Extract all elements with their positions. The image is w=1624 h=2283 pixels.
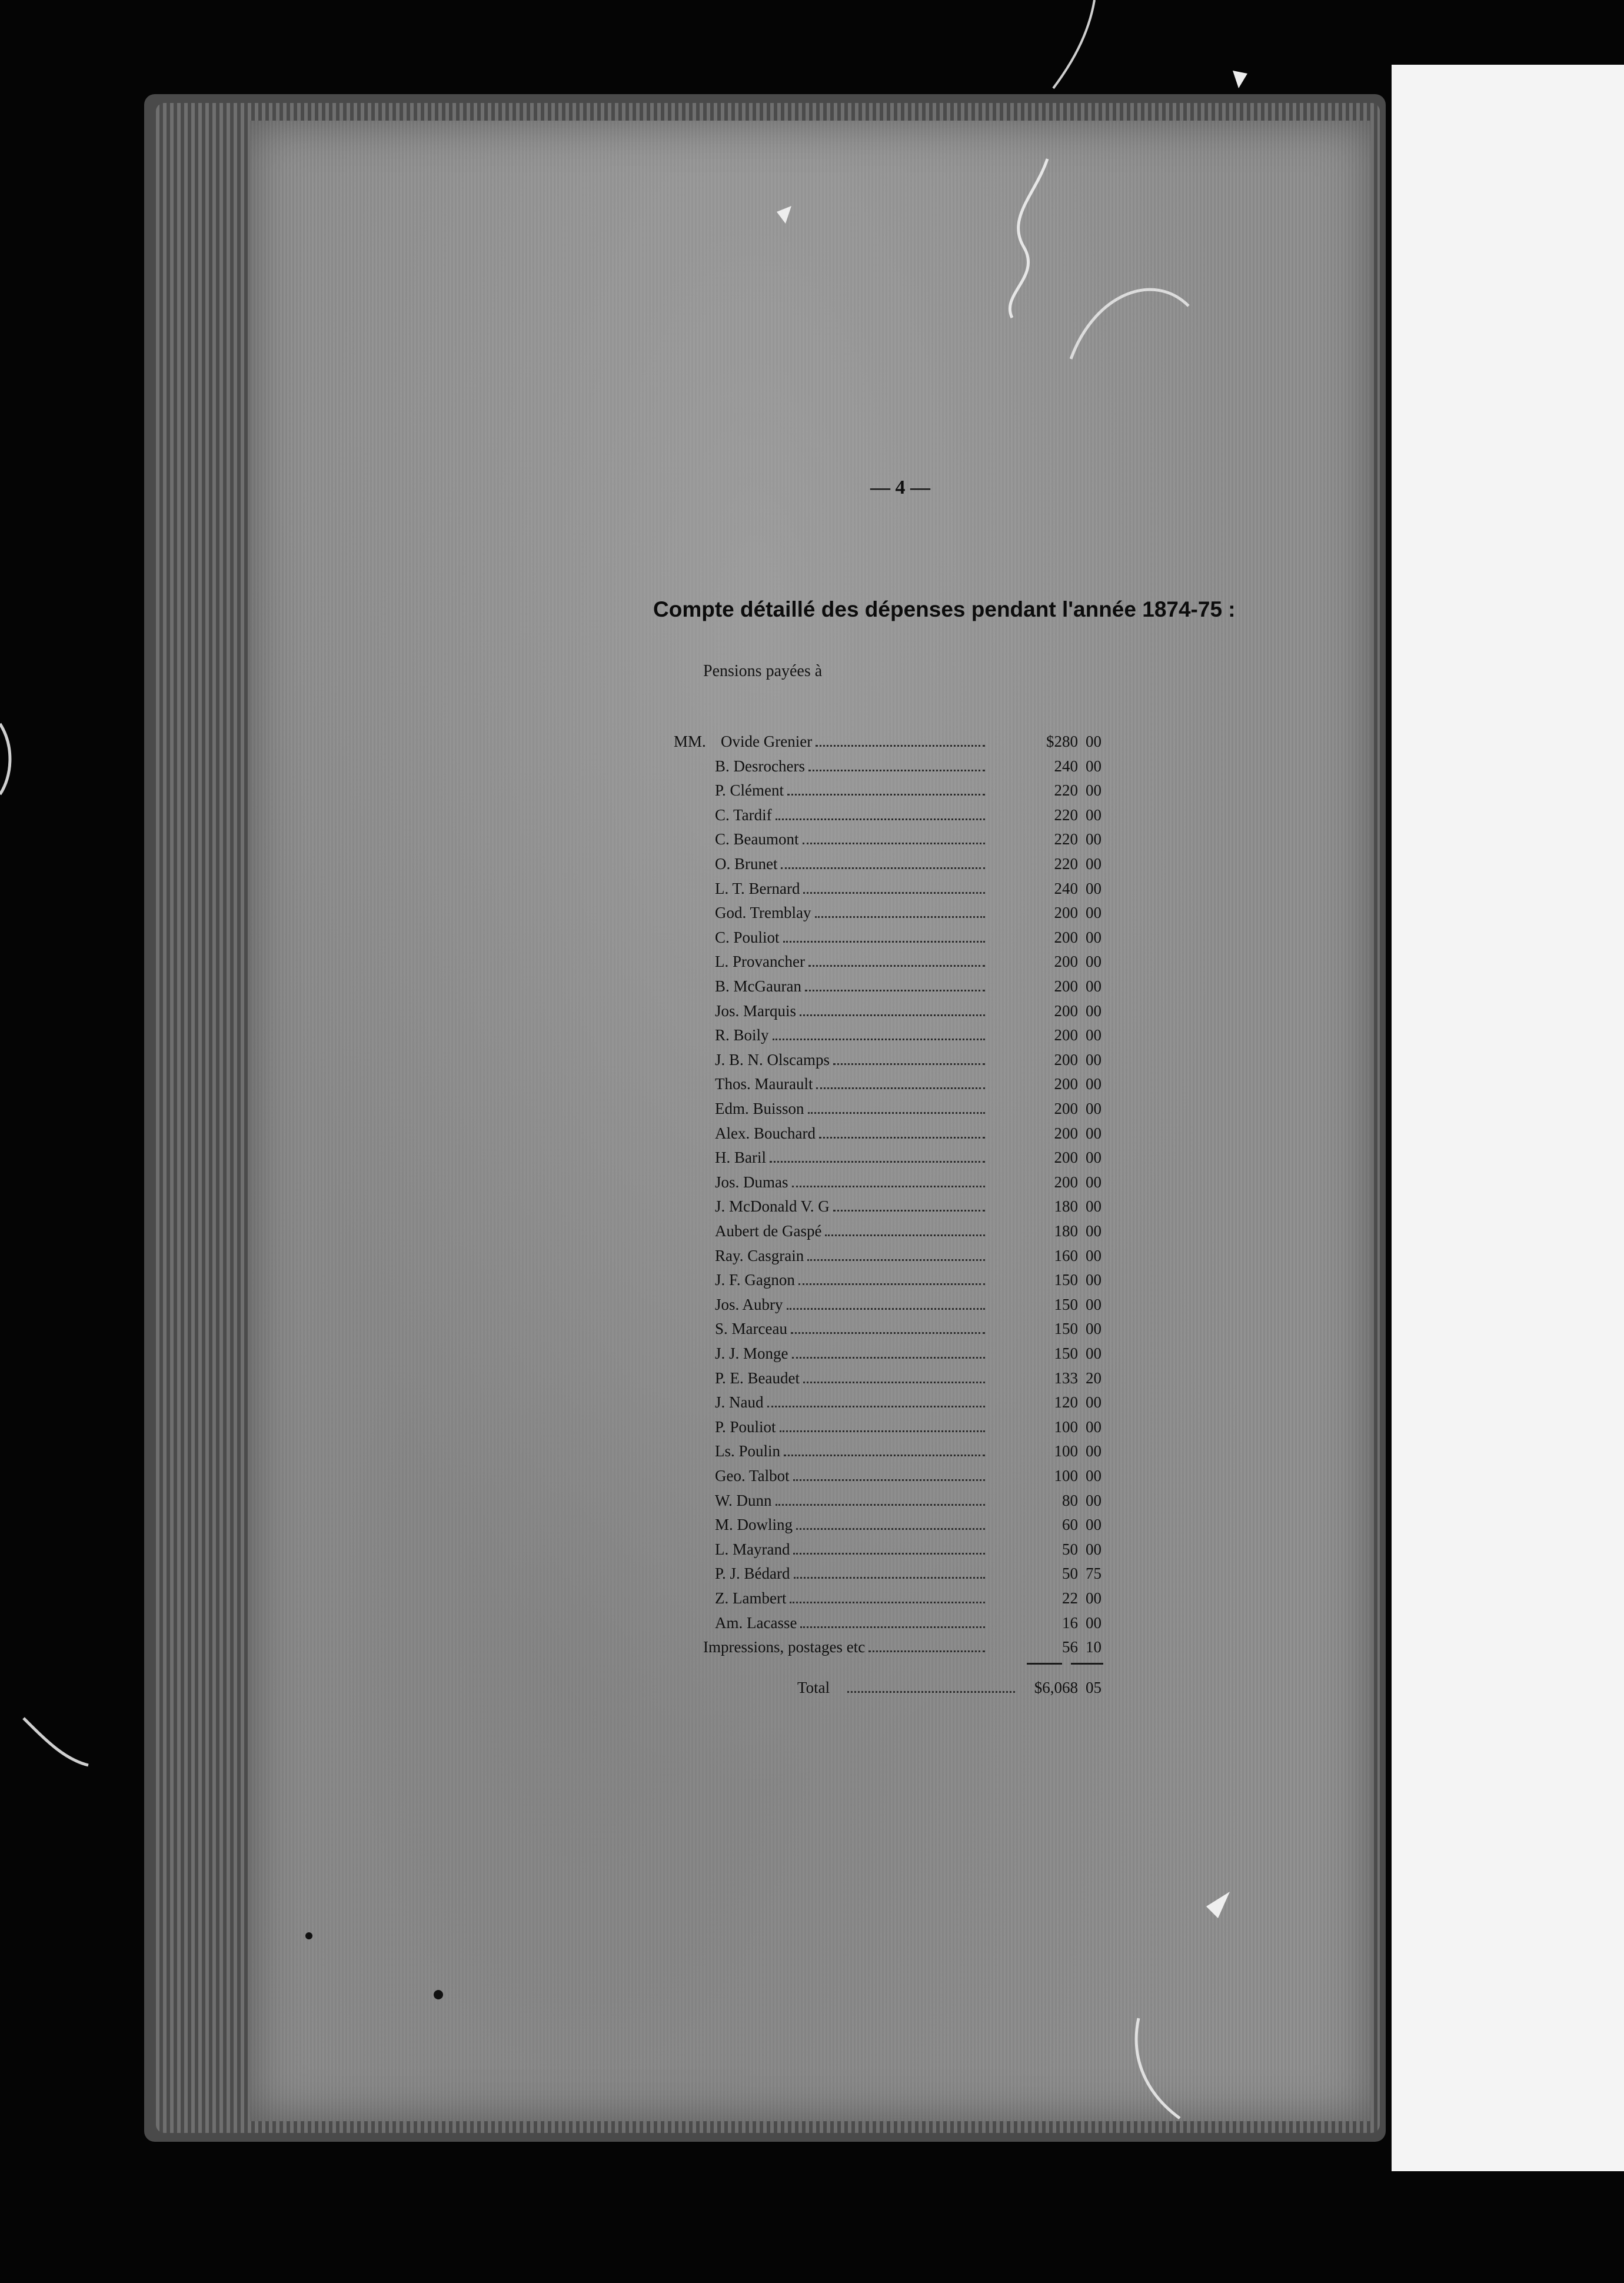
pensioner-name: L. Mayrand bbox=[715, 1540, 790, 1558]
ledger-row bbox=[0, 1170, 1624, 1194]
amount-dollars: 50 bbox=[1062, 1565, 1078, 1583]
amount-cents: 00 bbox=[1086, 1100, 1101, 1117]
leader-dots bbox=[800, 1014, 985, 1016]
ledger-row bbox=[0, 1390, 1624, 1414]
amount-dollars: 240 bbox=[1054, 879, 1078, 897]
ledger-row bbox=[0, 1513, 1624, 1536]
amount-cents: 00 bbox=[1086, 1149, 1101, 1167]
amount-cents: 00 bbox=[1086, 1442, 1101, 1460]
amount-dollars: 133 bbox=[1054, 1369, 1078, 1387]
amount-cents: 00 bbox=[1086, 1295, 1101, 1313]
leader-dots bbox=[807, 1259, 985, 1261]
ledger-row bbox=[0, 1366, 1624, 1390]
ledger-row bbox=[0, 1439, 1624, 1463]
ledger-row bbox=[0, 1317, 1624, 1340]
ledger-row bbox=[0, 1072, 1624, 1096]
ledger-row bbox=[0, 1586, 1624, 1610]
pensioner-name: J. F. Gagnon bbox=[715, 1271, 795, 1289]
leader-dots bbox=[790, 1602, 985, 1603]
ledger-row bbox=[0, 1415, 1624, 1439]
leader-dots bbox=[805, 990, 985, 991]
leader-dots bbox=[793, 1479, 985, 1481]
amount-cents: 00 bbox=[1086, 1173, 1101, 1191]
amount-cents: 00 bbox=[1086, 1050, 1101, 1069]
amount-cents: 00 bbox=[1086, 1246, 1101, 1264]
leader-dots bbox=[794, 1577, 985, 1579]
amount-cents: 00 bbox=[1086, 928, 1101, 946]
amount-dollars: 80 bbox=[1062, 1491, 1078, 1509]
amount-cents: 00 bbox=[1086, 1075, 1101, 1093]
leader-dots bbox=[793, 1553, 985, 1555]
leader-dots bbox=[808, 770, 985, 771]
amount-cents: 00 bbox=[1086, 879, 1101, 897]
leader-dots bbox=[798, 1283, 985, 1285]
leader-dots bbox=[770, 1161, 985, 1163]
amount-dollars: $280 bbox=[1046, 733, 1078, 750]
amount-dollars: 150 bbox=[1054, 1320, 1078, 1338]
ledger-row bbox=[0, 778, 1624, 802]
amount-dollars: 200 bbox=[1054, 1001, 1078, 1020]
pensioner-name: B. McGauran bbox=[715, 977, 801, 995]
amount-cents: 00 bbox=[1086, 1320, 1101, 1338]
ledger-row bbox=[0, 1489, 1624, 1512]
amount-cents: 20 bbox=[1086, 1369, 1101, 1387]
amount-dollars: 180 bbox=[1054, 1197, 1078, 1216]
amount-dollars: 220 bbox=[1054, 830, 1078, 848]
pensioner-name: Jos. Dumas bbox=[715, 1173, 788, 1191]
amount-cents: 00 bbox=[1086, 1197, 1101, 1216]
ledger-row bbox=[0, 754, 1624, 778]
leader-dots bbox=[783, 941, 985, 943]
leader-dots bbox=[776, 818, 985, 820]
document-heading: Compte détaillé des dépenses pendant l'année 1874-75 : bbox=[653, 597, 1236, 621]
amount-cents: 00 bbox=[1086, 1344, 1101, 1362]
pensioner-name: Ls. Poulin bbox=[715, 1442, 781, 1460]
leader-dots bbox=[787, 1308, 985, 1310]
amount-dollars: 200 bbox=[1054, 1050, 1078, 1069]
leader-dots bbox=[792, 1357, 985, 1359]
amount-dollars: 220 bbox=[1054, 806, 1078, 824]
pensioner-name: S. Marceau bbox=[715, 1320, 787, 1338]
leader-dots bbox=[803, 843, 985, 844]
pensioner-name: Alex. Bouchard bbox=[715, 1124, 816, 1142]
leader-dots bbox=[767, 1406, 985, 1407]
amount-dollars: 160 bbox=[1054, 1246, 1078, 1264]
amount-dollars: 180 bbox=[1054, 1222, 1078, 1240]
amount-dollars: 100 bbox=[1054, 1442, 1078, 1460]
amount-cents: 00 bbox=[1086, 1467, 1101, 1485]
ledger-row bbox=[0, 1219, 1624, 1243]
amount-cents: 00 bbox=[1086, 757, 1101, 775]
leader-dots bbox=[792, 1186, 985, 1187]
leader-dots bbox=[816, 745, 985, 747]
section-subheading: Pensions payées à bbox=[703, 662, 823, 680]
pensioner-name: Jos. Aubry bbox=[715, 1295, 783, 1313]
ledger-row bbox=[0, 1562, 1624, 1585]
amount-cents: 00 bbox=[1086, 830, 1101, 848]
pensioner-name: L. T. Bernard bbox=[715, 879, 800, 897]
ledger-row bbox=[0, 1268, 1624, 1292]
amount-dollars: 220 bbox=[1054, 781, 1078, 800]
ledger-row bbox=[0, 1293, 1624, 1316]
pensioner-name: Z. Lambert bbox=[715, 1589, 787, 1607]
amount-dollars: 200 bbox=[1054, 928, 1078, 946]
pensioner-name: J. B. N. Olscamps bbox=[715, 1050, 830, 1069]
amount-dollars: 200 bbox=[1054, 904, 1078, 922]
amount-dollars: 240 bbox=[1054, 757, 1078, 775]
pensioner-name: Geo. Talbot bbox=[715, 1467, 790, 1485]
pensioner-name: C. Pouliot bbox=[715, 928, 780, 946]
page-number: — 4 — bbox=[870, 477, 930, 498]
ledger-row bbox=[0, 1342, 1624, 1365]
ledger-row bbox=[0, 852, 1624, 876]
amount-dollars: 200 bbox=[1054, 1124, 1078, 1142]
pensioner-name: C. Beaumont bbox=[715, 830, 799, 848]
pensioner-name: H. Baril bbox=[715, 1149, 766, 1167]
total-row bbox=[0, 1676, 1624, 1699]
leader-dots bbox=[803, 1382, 985, 1383]
amount-cents: 00 bbox=[1086, 1393, 1101, 1412]
leader-dots bbox=[833, 1063, 985, 1065]
leader-dots bbox=[803, 892, 985, 894]
pensioner-name: Ovide Grenier bbox=[721, 733, 813, 750]
ledger-row bbox=[0, 926, 1624, 949]
amount-dollars: 16 bbox=[1062, 1613, 1078, 1632]
ledger-row bbox=[0, 974, 1624, 998]
amount-cents: 00 bbox=[1086, 781, 1101, 800]
pensioner-name: O. Brunet bbox=[715, 855, 778, 873]
amount-cents: 00 bbox=[1086, 855, 1101, 873]
leader-dots bbox=[808, 965, 985, 967]
amount-dollars: 200 bbox=[1054, 1075, 1078, 1093]
pensioner-name: Thos. Maurault bbox=[715, 1075, 813, 1093]
amount-cents: 75 bbox=[1086, 1565, 1101, 1583]
amount-dollars: 60 bbox=[1062, 1516, 1078, 1534]
amount-cents: 00 bbox=[1086, 1417, 1101, 1436]
ledger-row bbox=[0, 901, 1624, 924]
leader-dots bbox=[825, 1234, 985, 1236]
leader-dots bbox=[773, 1039, 985, 1040]
amount-dollars: 150 bbox=[1054, 1271, 1078, 1289]
amount-dollars: 200 bbox=[1054, 1026, 1078, 1044]
pensioner-name: Edm. Buisson bbox=[715, 1100, 804, 1117]
sum-rule-cents bbox=[1071, 1663, 1103, 1665]
ledger-row bbox=[0, 1097, 1624, 1120]
leader-dots bbox=[868, 1650, 985, 1652]
honorific-prefix: MM. bbox=[674, 733, 706, 750]
amount-cents: 00 bbox=[1086, 904, 1101, 922]
pensioner-name: Aubert de Gaspé bbox=[715, 1222, 822, 1240]
pensioner-name: P. J. Bédard bbox=[715, 1565, 790, 1583]
leader-dots bbox=[833, 1210, 985, 1212]
pensioner-name: Am. Lacasse bbox=[715, 1613, 797, 1632]
pensioner-name: R. Boily bbox=[715, 1026, 769, 1044]
pensioner-name: C. Tardif bbox=[715, 806, 772, 824]
amount-cents: 00 bbox=[1086, 733, 1101, 750]
amount-cents: 00 bbox=[1086, 1124, 1101, 1142]
pensioner-name: B. Desrochers bbox=[715, 757, 805, 775]
amount-cents: 00 bbox=[1086, 1001, 1101, 1020]
amount-cents: 10 bbox=[1086, 1638, 1101, 1656]
total-dollars: $6,068 bbox=[1034, 1679, 1078, 1696]
amount-dollars: 150 bbox=[1054, 1344, 1078, 1362]
amount-cents: 00 bbox=[1086, 1026, 1101, 1044]
amount-cents: 00 bbox=[1086, 806, 1101, 824]
ledger-row bbox=[0, 1146, 1624, 1169]
pensioner-name: M. Dowling bbox=[715, 1516, 793, 1534]
leader-dots bbox=[796, 1528, 985, 1530]
pensioner-name: Ray. Casgrain bbox=[715, 1246, 804, 1264]
amount-dollars: 200 bbox=[1054, 977, 1078, 995]
ledger-row bbox=[0, 827, 1624, 851]
ledger-row bbox=[0, 1635, 1624, 1659]
amount-dollars: 56 bbox=[1062, 1638, 1078, 1656]
amount-cents: 00 bbox=[1086, 1540, 1101, 1558]
amount-cents: 00 bbox=[1086, 1271, 1101, 1289]
pensioner-name: J. J. Monge bbox=[715, 1344, 788, 1362]
ledger-row bbox=[0, 999, 1624, 1023]
amount-cents: 00 bbox=[1086, 953, 1101, 971]
pensioner-name: Jos. Marquis bbox=[715, 1001, 797, 1020]
pensioner-name: P. Pouliot bbox=[715, 1417, 776, 1436]
pensioner-name: W. Dunn bbox=[715, 1491, 772, 1509]
total-cents: 05 bbox=[1086, 1679, 1101, 1696]
amount-cents: 00 bbox=[1086, 1516, 1101, 1534]
ledger-row bbox=[0, 1023, 1624, 1047]
pensioner-name: P. E. Beaudet bbox=[715, 1369, 800, 1387]
amount-cents: 00 bbox=[1086, 1613, 1101, 1632]
amount-dollars: 50 bbox=[1062, 1540, 1078, 1558]
amount-dollars: 150 bbox=[1054, 1295, 1078, 1313]
amount-dollars: 200 bbox=[1054, 1173, 1078, 1191]
leader-dots bbox=[787, 794, 985, 796]
ledger-row bbox=[0, 1244, 1624, 1267]
sum-rule-dollars bbox=[1027, 1663, 1062, 1665]
ledger-row bbox=[0, 803, 1624, 827]
pensioner-name: God. Tremblay bbox=[715, 904, 811, 922]
pensioner-name: L. Provancher bbox=[715, 953, 805, 971]
amount-cents: 00 bbox=[1086, 1589, 1101, 1607]
leader-dots bbox=[800, 1626, 985, 1628]
pensioner-name: J. McDonald V. G bbox=[715, 1197, 830, 1216]
amount-dollars: 100 bbox=[1054, 1417, 1078, 1436]
total-label: Total bbox=[797, 1679, 830, 1696]
amount-dollars: 22 bbox=[1062, 1589, 1078, 1607]
pensioner-name: Impressions, postages etc bbox=[703, 1638, 866, 1656]
ledger-row bbox=[0, 950, 1624, 973]
ledger-row bbox=[0, 877, 1624, 900]
amount-dollars: 220 bbox=[1054, 855, 1078, 873]
leader-dots bbox=[791, 1332, 985, 1334]
amount-cents: 00 bbox=[1086, 1222, 1101, 1240]
amount-dollars: 120 bbox=[1054, 1393, 1078, 1412]
leader-dots bbox=[819, 1137, 985, 1139]
pensioner-name: P. Clément bbox=[715, 781, 784, 800]
ledger-row bbox=[0, 1537, 1624, 1561]
ledger-row bbox=[0, 1611, 1624, 1635]
pensioner-name: J. Naud bbox=[715, 1393, 764, 1412]
leader-dots bbox=[808, 1112, 985, 1114]
amount-dollars: 200 bbox=[1054, 953, 1078, 971]
leader-dots bbox=[815, 916, 985, 918]
amount-cents: 00 bbox=[1086, 1491, 1101, 1509]
amount-dollars: 100 bbox=[1054, 1467, 1078, 1485]
leader-dots bbox=[816, 1087, 985, 1089]
ledger-row bbox=[0, 1121, 1624, 1145]
ledger-row bbox=[0, 1464, 1624, 1487]
leader-dots bbox=[781, 867, 985, 869]
leader-dots bbox=[780, 1430, 985, 1432]
amount-cents: 00 bbox=[1086, 977, 1101, 995]
ledger-row bbox=[0, 1194, 1624, 1218]
amount-dollars: 200 bbox=[1054, 1100, 1078, 1117]
ledger-row bbox=[0, 1048, 1624, 1071]
ledger-row bbox=[0, 730, 1624, 753]
amount-dollars: 200 bbox=[1054, 1149, 1078, 1167]
leader-dots bbox=[776, 1504, 985, 1506]
leader-dots bbox=[784, 1455, 985, 1456]
